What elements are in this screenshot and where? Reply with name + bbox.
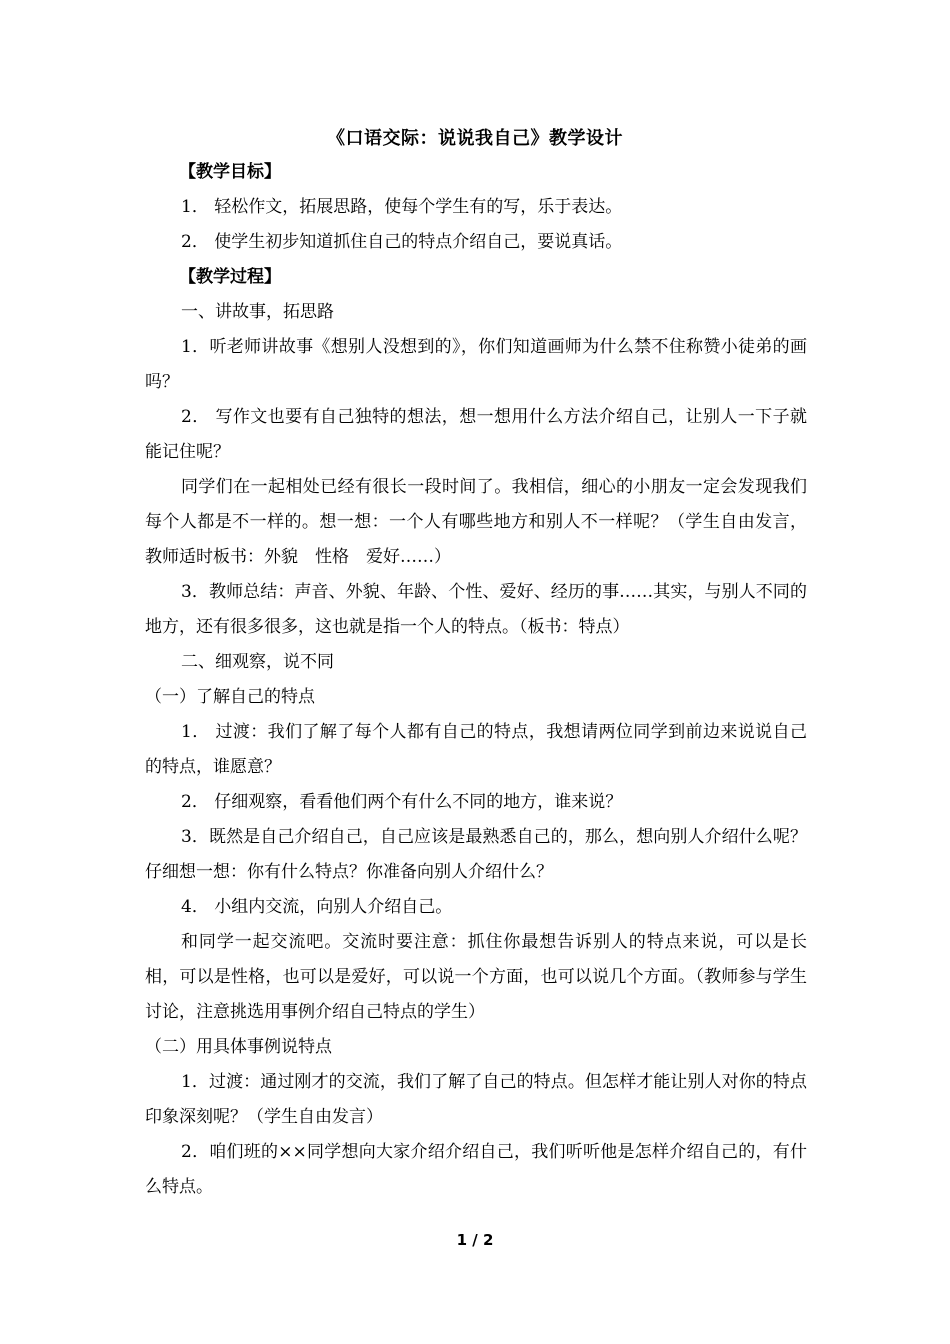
- subsection-heading: （一）了解自己的特点: [145, 687, 315, 707]
- document-body: [145, 155, 807, 1205]
- subsection-heading: （二）用具体事例说特点: [145, 1037, 332, 1057]
- paragraph: 一、讲故事，拓思路: [181, 302, 334, 322]
- paragraph: 同学们在一起相处已经有很长一段时间了。我相信，细心的小朋友一定会发现我们每个人都是不一样的。想一想：一个人有哪些地方和别人不一样呢？（学生自由发言，教师适时板书：外貌 性格 爱好……）: [145, 477, 807, 567]
- page-number: 1 / 2: [456, 1231, 494, 1249]
- paragraph: 3．既然是自己介绍自己，自己应该是最熟悉自己的，那么，想向别人介绍什么呢？仔细想一想：你有什么特点？你准备向别人介绍什么？: [145, 827, 807, 882]
- paragraph: 1． 过渡：我们了解了每个人都有自己的特点，我想请两位同学到前边来说说自己的特点，谁愿意？: [145, 722, 807, 777]
- paragraph: 二、细观察，说不同: [181, 652, 334, 672]
- paragraph: 2． 仔细观察，看看他们两个有什么不同的地方，谁来说？: [181, 792, 623, 812]
- paragraph: 1． 轻松作文，拓展思路，使每个学生有的写，乐于表达。: [181, 197, 623, 217]
- paragraph: 3．教师总结：声音、外貌、年龄、个性、爱好、经历的事……其实，与别人不同的地方，还有很多很多，这也就是指一个人的特点。（板书：特点）: [145, 582, 807, 637]
- paragraph: 1．过渡：通过刚才的交流，我们了解了自己的特点。但怎样才能让别人对你的特点印象深刻呢？（学生自由发言）: [145, 1072, 807, 1127]
- section-heading-goals: 【教学目标】: [179, 162, 281, 182]
- paragraph: 4． 小组内交流，向别人介绍自己。: [181, 897, 453, 917]
- paragraph: 1．听老师讲故事《想别人没想到的》，你们知道画师为什么禁不住称赞小徒弟的画吗？: [145, 337, 807, 392]
- paragraph: 和同学一起交流吧。交流时要注意：抓住你最想告诉别人的特点来说，可以是长相，可以是性格，也可以是爱好，可以说一个方面，也可以说几个方面。（教师参与学生讨论，注意挑选用事例介绍自己特点的学生）: [145, 932, 807, 1022]
- document-title: 《口语交际：说说我自己》教学设计: [327, 128, 623, 149]
- paragraph: 2．咱们班的××同学想向大家介绍介绍自己，我们听听他是怎样介绍自己的，有什么特点。: [145, 1142, 807, 1197]
- paragraph: 2． 使学生初步知道抓住自己的特点介绍自己，要说真话。: [181, 232, 623, 252]
- section-heading-process: 【教学过程】: [179, 267, 281, 287]
- paragraph: 2． 写作文也要有自己独特的想法，想一想用什么方法介绍自己，让别人一下子就能记住呢？: [145, 407, 807, 462]
